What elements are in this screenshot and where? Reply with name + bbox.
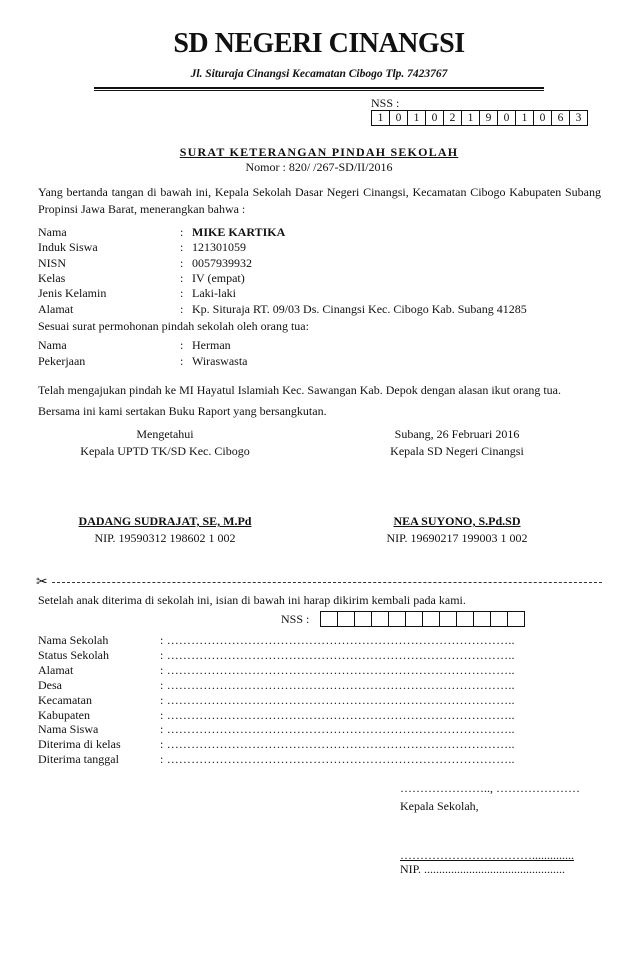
slip-field-value[interactable]: : ………………………………………………………………………….. <box>160 737 515 752</box>
student-field-row <box>38 302 527 317</box>
student-field-row <box>38 271 245 286</box>
slip-field-value[interactable]: : ………………………………………………………………………….. <box>160 677 515 692</box>
slip-nss-empty-box[interactable] <box>372 611 389 627</box>
slip-field-row <box>38 722 515 736</box>
student-field-label: Induk Siswa <box>38 240 98 255</box>
slip-field-value[interactable]: : ………………………………………………………………………….. <box>160 707 515 722</box>
nss-digit-box: 1 <box>516 110 534 126</box>
right-signer-nip: NIP. 19690217 199003 1 002 <box>386 531 528 545</box>
slip-field-row <box>38 678 515 692</box>
nss-digit-box: 9 <box>480 110 498 126</box>
student-field-value: IV (empat) <box>192 270 245 285</box>
student-field-colon: : <box>180 255 184 270</box>
student-field-label: Alamat <box>38 301 74 316</box>
student-field-label: NISN <box>38 255 67 270</box>
nss-label: NSS : <box>371 96 400 110</box>
slip-field-row <box>38 752 515 766</box>
slip-nss-empty-box[interactable] <box>440 611 457 627</box>
nss-digit-box: 0 <box>426 110 444 126</box>
slip-nss-empty-box[interactable] <box>406 611 423 627</box>
left-signer-name: DADANG SUDRAJAT, SE, M.Pd <box>78 514 252 528</box>
slip-field-label: Alamat <box>38 662 74 677</box>
parent-field-colon: : <box>180 353 184 368</box>
header-rule-thin <box>94 90 544 91</box>
slip-field-row <box>38 648 515 662</box>
slip-field-label: Status Sekolah <box>38 647 109 662</box>
slip-nss-boxes[interactable] <box>320 611 525 627</box>
student-field-value: 0057939932 <box>192 255 252 270</box>
student-field-value: Laki-laki <box>192 286 236 301</box>
right-signer <box>342 513 572 547</box>
request-line: Sesuai surat permohonan pindah sekolah oleh orang tua: <box>38 319 309 333</box>
parent-field-row <box>38 338 231 353</box>
right-sign-line1: Subang, 26 Februari 2016 <box>394 427 520 441</box>
slip-field-label: Desa <box>38 677 62 692</box>
parent-field-colon: : <box>180 338 184 352</box>
slip-field-value[interactable]: : ………………………………………………………………………….. <box>160 752 515 767</box>
student-field-label: Jenis Kelamin <box>38 286 107 301</box>
attachment-line: Bersama ini kami sertakan Buku Raport yang bersangkutan. <box>38 404 327 418</box>
slip-field-row <box>38 663 515 677</box>
slip-signer-name-line[interactable]: …………………………….............. <box>400 848 574 862</box>
right-signer-name: NEA SUYONO, S.Pd.SD <box>393 514 521 528</box>
student-field-row <box>38 286 236 301</box>
nss-digit-box: 0 <box>534 110 552 126</box>
slip-instruction: Setelah anak diterima di sekolah ini, isian di bawah ini harap dikirim kembali pada kami. <box>38 593 466 607</box>
slip-nss-empty-box[interactable] <box>338 611 355 627</box>
slip-nss-empty-box[interactable] <box>355 611 372 627</box>
slip-field-label: Nama Siswa <box>38 722 99 737</box>
slip-field-value[interactable]: : ………………………………………………………………………….. <box>160 662 515 677</box>
student-field-label: Kelas <box>38 270 66 285</box>
left-sign-line2: Kepala UPTD TK/SD Kec. Cibogo <box>80 444 250 458</box>
slip-field-value[interactable]: : ………………………………………………………………………….. <box>160 692 515 707</box>
left-signature-block <box>60 426 270 460</box>
student-field-colon: : <box>180 301 184 316</box>
left-signer <box>50 513 280 547</box>
nss-digit-box: 6 <box>552 110 570 126</box>
student-field-row <box>38 225 285 240</box>
nss-digit-box: 1 <box>372 110 390 126</box>
slip-nss-empty-box[interactable] <box>423 611 440 627</box>
slip-signer-nip-line[interactable]: NIP. ............................................... <box>400 862 566 876</box>
slip-field-label: Kabupaten <box>38 707 90 722</box>
cut-line <box>36 574 602 591</box>
slip-field-label: Nama Sekolah <box>38 633 109 647</box>
student-field-row <box>38 256 252 271</box>
student-field-label: Nama <box>38 225 67 239</box>
student-field-colon: : <box>180 225 184 239</box>
slip-field-value[interactable]: : ………………………………………………………………………….. <box>160 633 515 647</box>
student-field-value: 121301059 <box>192 240 246 255</box>
nss-digit-box: 0 <box>390 110 408 126</box>
slip-field-row <box>38 693 515 707</box>
slip-nss-label: NSS : <box>281 612 310 626</box>
slip-field-row <box>38 633 515 647</box>
student-field-value: Kp. Situraja RT. 09/03 Ds. Cinangsi Kec. Cibogo Kab. Subang 41285 <box>192 301 527 316</box>
slip-field-label: Diterima di kelas <box>38 737 121 752</box>
parent-field-label: Pekerjaan <box>38 353 86 368</box>
nss-digit-box: 0 <box>498 110 516 126</box>
letter-subject: SURAT KETERANGAN PINDAH SEKOLAH <box>179 145 459 159</box>
header-rule <box>94 87 544 89</box>
nss-digit-box: 3 <box>570 110 588 126</box>
slip-field-label: Kecamatan <box>38 692 92 707</box>
school-name: SD NEGERI CINANGSI <box>173 28 465 59</box>
slip-nss-empty-box[interactable] <box>321 611 338 627</box>
reason-paragraph: Telah mengajukan pindah ke MI Hayatul Islamiah Kec. Sawangan Kab. Depok dengan alasan ikut orang tua. <box>38 383 561 397</box>
school-address: Jl. Situraja Cinangsi Kecamatan Cibogo Tlp. 7423767 <box>190 68 448 80</box>
nss-digit-box: 1 <box>408 110 426 126</box>
slip-nss-empty-box[interactable] <box>457 611 474 627</box>
parent-field-value: Wiraswasta <box>192 353 248 368</box>
nss-digit-box: 1 <box>462 110 480 126</box>
parent-field-label: Nama <box>38 338 67 352</box>
left-signer-nip: NIP. 19590312 198602 1 002 <box>94 531 236 545</box>
slip-field-value[interactable]: : ………………………………………………………………………….. <box>160 722 515 737</box>
student-field-value: MIKE KARTIKA <box>192 225 286 239</box>
right-signature-block <box>352 426 562 460</box>
slip-nss-empty-box[interactable] <box>389 611 406 627</box>
left-sign-line1: Mengetahui <box>136 427 194 441</box>
parent-field-row <box>38 354 248 369</box>
slip-field-row <box>38 708 515 722</box>
student-field-colon: : <box>180 240 184 255</box>
right-sign-line2: Kepala SD Negeri Cinangsi <box>390 444 524 458</box>
student-field-colon: : <box>180 270 184 285</box>
slip-nss-empty-box[interactable] <box>508 611 525 627</box>
slip-nss-empty-box[interactable] <box>491 611 508 627</box>
slip-field-row <box>38 737 515 751</box>
nss-digit-box: 2 <box>444 110 462 126</box>
slip-place-date[interactable]: ………………….., ………………… <box>400 781 580 795</box>
slip-field-label: Diterima tanggal <box>38 752 119 767</box>
scissors-icon: ✂ <box>36 575 48 590</box>
parent-field-value: Herman <box>192 338 231 352</box>
slip-signer-title: Kepala Sekolah, <box>400 799 479 813</box>
slip-field-value[interactable]: : ………………………………………………………………………….. <box>160 647 515 662</box>
student-field-row <box>38 240 246 255</box>
letter-number: Nomor : 820/ /267-SD/II/2016 <box>245 160 393 174</box>
student-field-colon: : <box>180 286 184 301</box>
intro-paragraph: Yang bertanda tangan di bawah ini, Kepala Sekolah Dasar Negeri Cinangsi, Kecamatan Cibogo Kabupaten Subang Propinsi Jawa Barat, menerangkan bahwa : <box>38 185 601 216</box>
slip-nss-empty-box[interactable] <box>474 611 491 627</box>
nss-number-boxes <box>371 110 588 126</box>
dashed-divider <box>52 582 602 583</box>
